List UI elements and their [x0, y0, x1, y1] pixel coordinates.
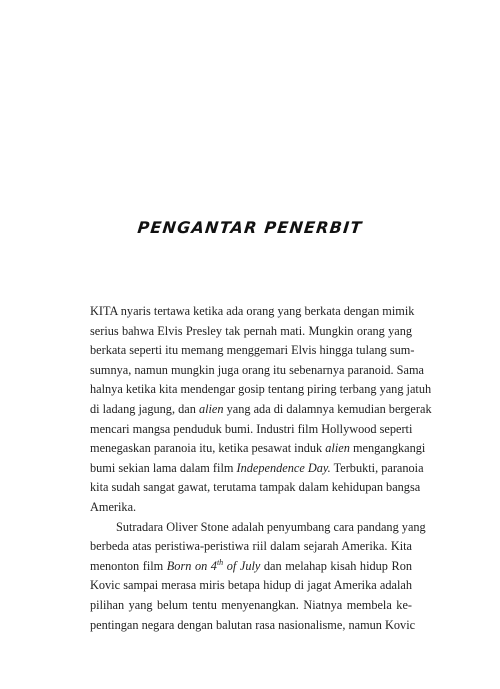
text-line: di ladang jagung, dan alien yang ada di dalamnya kemudian bergerak — [90, 401, 432, 416]
text-line: berkata seperti itu memang menggemari Elvis hingga tulang sum- — [90, 343, 415, 358]
text-line: Kovic sampai merasa miris betapa hidup di jagat Amerika adalah — [90, 578, 412, 593]
chapter-heading: PENGANTAR PENERBIT — [136, 218, 364, 237]
italic-term: alien — [198, 401, 224, 416]
text-line: menegaskan paranoia itu, ketika pesawat induk alien mengangkangi — [90, 441, 426, 456]
text-line: serius bahwa Elvis Presley tak pernah mati. Mungkin orang yang — [90, 323, 412, 338]
text-line: bumi sekian lama dalam film Independence Day. Terbukti, paranoia — [90, 460, 424, 475]
text-line: KITA nyaris tertawa ketika ada orang yang berkata dengan mimik — [90, 304, 415, 318]
text-line: sumnya, namun mungkin juga orang itu sebenarnya paranoid. Sama — [90, 362, 424, 377]
italic-term: alien — [325, 441, 350, 456]
text-line: menonton film Born on 4th of July dan melahap kisah hidup Ron — [90, 557, 412, 573]
film-title: Born on 4th of July — [166, 557, 261, 573]
text-line: pilihan yang belum tentu menyenangkan. Niatnya membela ke- — [90, 597, 412, 612]
text-line: mencari mangsa penduduk bumi. Industri film Hollywood seperti — [90, 421, 413, 436]
text-line: Amerika. — [90, 499, 137, 514]
film-title: Independence Day. — [236, 460, 331, 475]
text-line: Sutradara Oliver Stone adalah penyumbang cara pandang yang — [116, 519, 426, 534]
text-line: berbeda atas peristiwa-peristiwa riil dalam sejarah Amerika. Kita — [90, 539, 412, 554]
body-text — [90, 302, 432, 635]
text-line: kita sudah sangat gawat, terutama tampak dalam kehidupan bangsa — [90, 480, 421, 495]
text-line: pentingan negara dengan balutan rasa nasionalisme, namun Kovic — [90, 617, 416, 632]
text-line: halnya ketika kita mendengar gosip tentang piring terbang yang jatuh — [90, 382, 432, 397]
